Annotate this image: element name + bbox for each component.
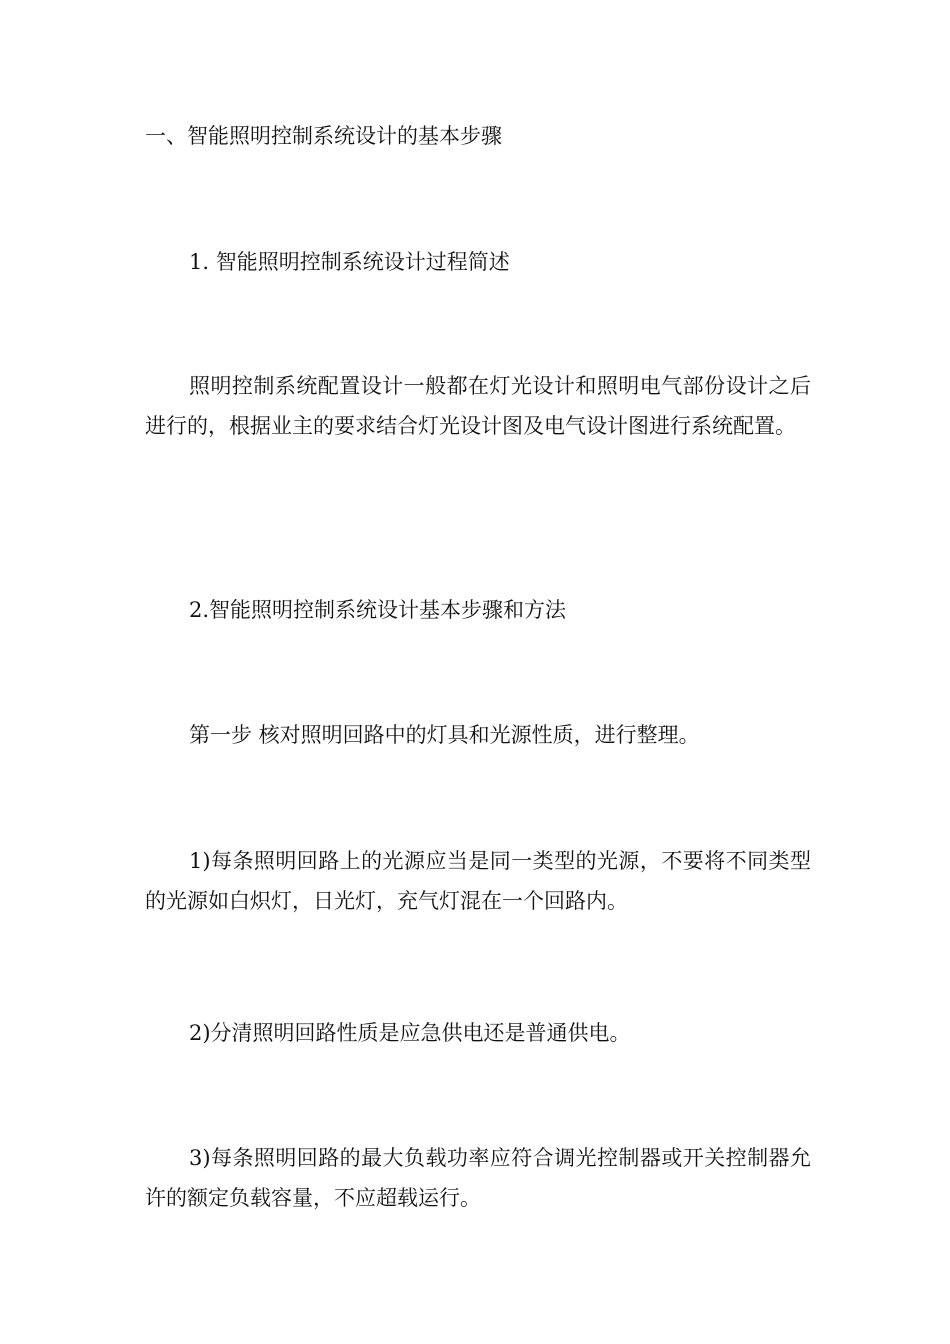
section-1-title: 1. 智能照明控制系统设计过程简述 [189, 250, 510, 274]
list-item-2: 2)分清照明回路性质是应急供电还是普通供电。 [189, 1021, 631, 1045]
main-heading: 一、智能照明控制系统设计的基本步骤 [145, 124, 502, 148]
paragraph-1: 照明控制系统配置设计一般都在灯光设计和照明电气部份设计之后进行的，根据业主的要求结合灯光设计图及电气设计图进行系统配置。 [145, 374, 811, 438]
step-1: 第一步 核对照明回路中的灯具和光源性质，进行整理。 [189, 723, 700, 747]
list-item-3: 3)每条照明回路的最大负载功率应符合调光控制器或开关控制器允许的额定负载容量，不应超载运行。 [145, 1146, 811, 1210]
section-2-title: 2.智能照明控制系统设计基本步骤和方法 [189, 598, 567, 622]
list-item-1: 1)每条照明回路上的光源应当是同一类型的光源，不要将不同类型的光源如白炽灯，日光灯，充气灯混在一个回路内。 [145, 849, 811, 913]
